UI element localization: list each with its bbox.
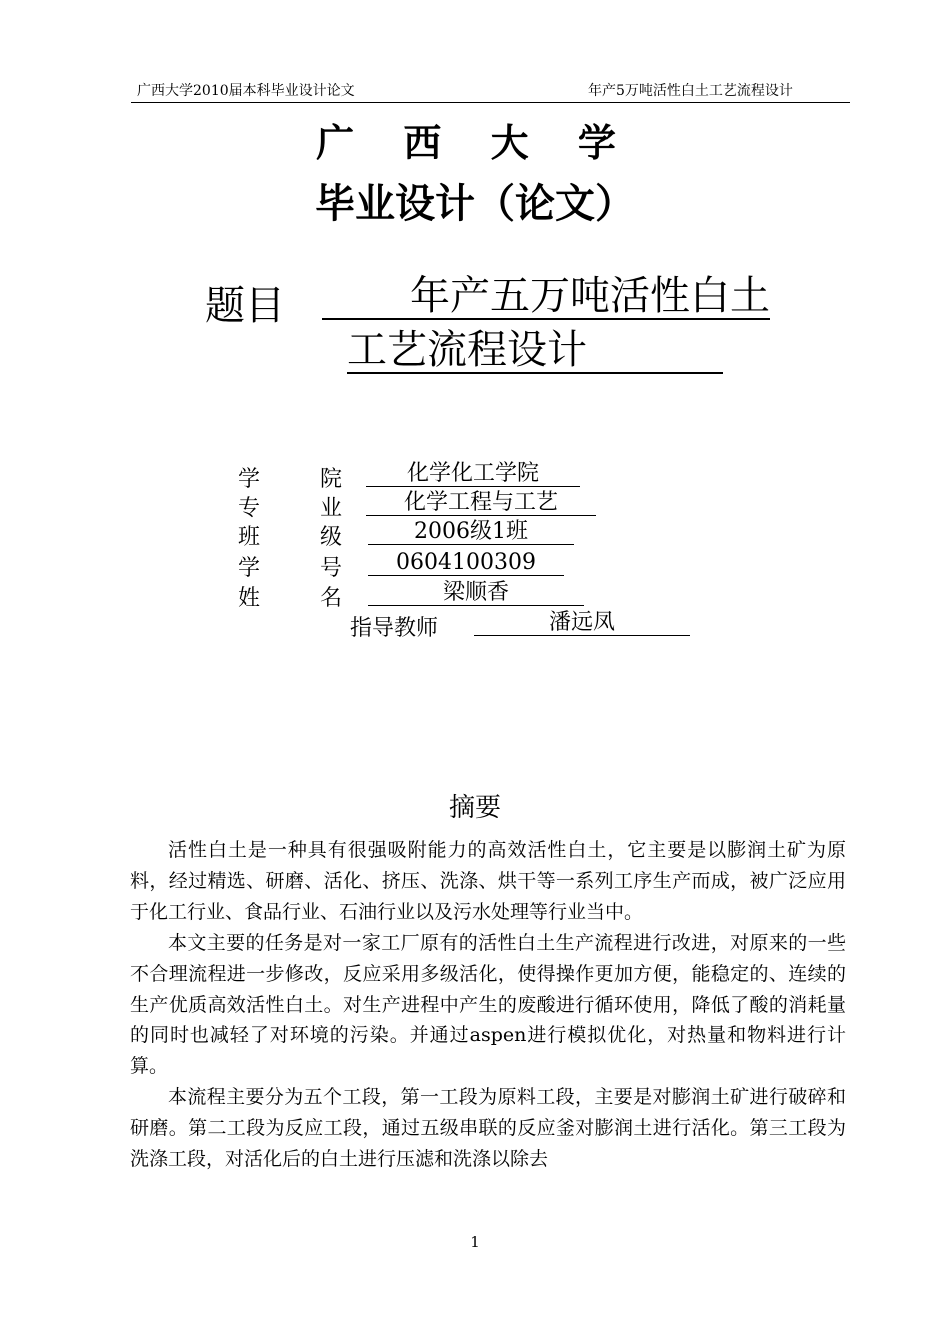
student-id-label: 学 号 [238, 556, 342, 581]
university-title: 广 西 大 学 [316, 121, 634, 165]
advisor-value: 潘远凤 [474, 611, 690, 636]
header-right: 年产5万吨活性白土工艺流程设计 [588, 83, 793, 99]
page-number: 1 [470, 1233, 480, 1251]
title-label: 题目 [205, 283, 285, 329]
abstract-paragraph: 本文主要的任务是对一家工厂原有的活性白土生产流程进行改进，对原来的一些不合理流程进一步修改，反应采用多级活化，使得操作更加方便，能稳定的、连续的生产优质高效活性白土。对生产进程中产生的废酸进行循环使用，降低了酸的消耗量的同时也减轻了对环境的污染。并通过aspen进行模拟优化，对热量和物料进行计算。 [130, 931, 846, 1078]
class-value: 2006级1班 [368, 520, 574, 545]
title-line-2: 工艺流程设计 [347, 328, 723, 374]
abstract-body [130, 835, 846, 1175]
advisor-label: 指导教师 [350, 616, 439, 641]
header-left: 广西大学2010届本科毕业设计论文 [137, 83, 355, 99]
title-line-1: 年产五万吨活性白土 [322, 274, 770, 320]
student-id-value: 0604100309 [368, 551, 564, 576]
major-label: 专 业 [238, 496, 342, 521]
thesis-type: 毕业设计（论文） [315, 181, 635, 227]
abstract-paragraph: 本流程主要分为五个工段，第一工段为原料工段，主要是对膨润土矿进行破碎和研磨。第二工段为反应工段，通过五级串联的反应釜对膨润土进行活化。第三工段为洗涤工段，对活化后的白土进行压滤和洗涤以除去 [130, 1086, 846, 1171]
class-label: 班 级 [238, 525, 342, 550]
major-value: 化学工程与工艺 [366, 491, 596, 516]
college-value: 化学化工学院 [366, 462, 580, 487]
abstract-paragraph: 活性白土是一种具有很强吸附能力的高效活性白土，它主要是以膨润土矿为原料，经过精选、研磨、活化、挤压、洗涤、烘干等一系列工序生产而成，被广泛应用于化工行业、食品行业、石油行业以及污水处理等行业当中。 [130, 839, 846, 923]
name-value: 梁顺香 [368, 581, 584, 606]
header-divider [131, 102, 850, 103]
abstract-title: 摘要 [448, 793, 501, 823]
college-label: 学 院 [238, 467, 342, 492]
name-label: 姓 名 [238, 586, 342, 611]
